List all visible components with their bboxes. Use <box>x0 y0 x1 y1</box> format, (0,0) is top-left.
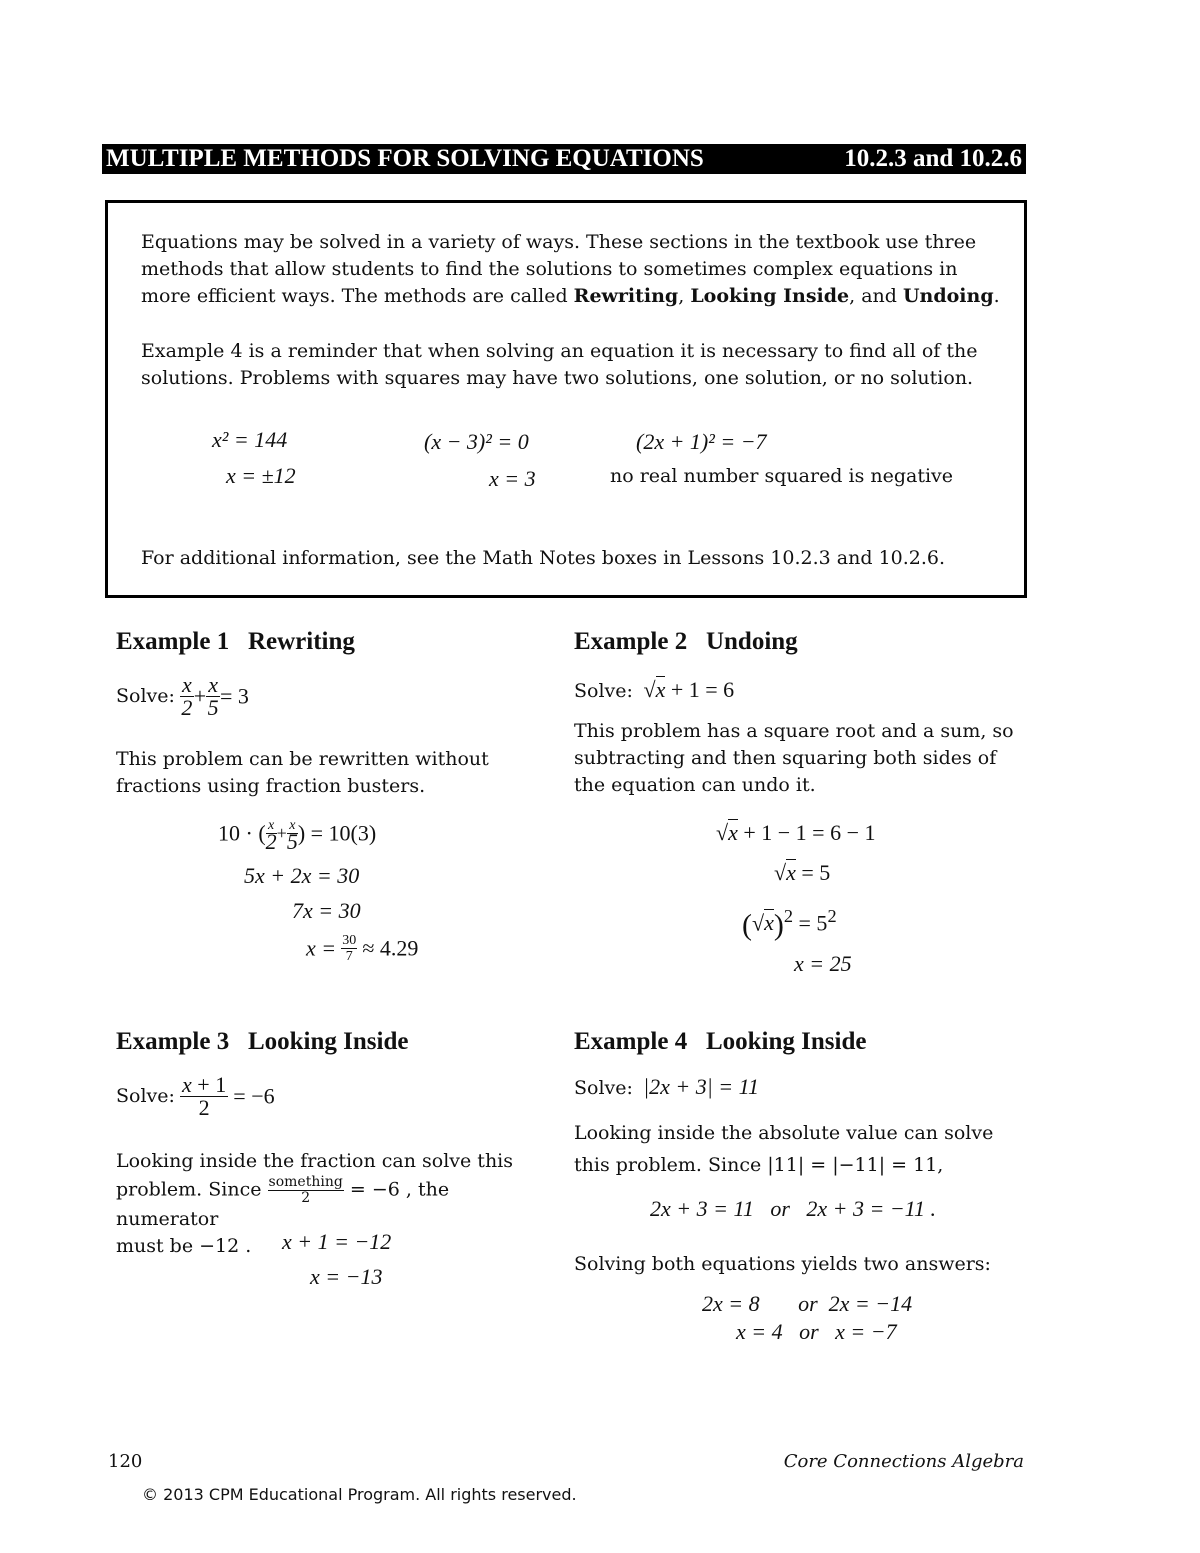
example-2-step-2: √x = 5 <box>774 860 831 885</box>
section-title: MULTIPLE METHODS FOR SOLVING EQUATIONS <box>106 145 704 172</box>
intro-eq2-top: (x − 3)² = 0 <box>424 429 529 454</box>
method-rewriting: Rewriting <box>573 285 679 307</box>
example-2-heading: Example 2 Undoing <box>574 628 798 655</box>
example-3-step-2: x = −13 <box>310 1264 383 1289</box>
example-3-description: Looking inside the fraction can solve this problem. Since $\frac{\text{something}}{2}$ = −6 , the numerator must be −12 . <box>116 1150 514 1257</box>
example-1-problem: Solve: $\frac{x}{2}$ + $\frac{x}{5}$ = 3 <box>116 672 249 720</box>
example-3-heading: Example 3 Looking Inside <box>116 1028 409 1055</box>
method-looking-inside: Looking Inside <box>690 285 850 307</box>
method-undoing: Undoing <box>902 285 994 307</box>
book-title: Core Connections Algebra <box>783 1451 1024 1472</box>
example-4-answers-2: x = 4 or x = −7 <box>736 1319 897 1344</box>
example-4-problem: Solve: |2x + 3| = 11 <box>574 1074 760 1099</box>
section-numbers: 10.2.3 and 10.2.6 <box>844 145 1022 172</box>
intro-eq1-bottom: x = ±12 <box>226 463 296 488</box>
example-4-solving-text: Solving both equations yields two answers: <box>574 1253 991 1275</box>
section-header <box>102 144 1026 174</box>
example-1-step-2: 5x + 2x = 30 <box>244 863 360 888</box>
intro-paragraph-2: Example 4 is a reminder that when solving an equation it is necessary to find all of the solutions. Problems with squares may have two solutions, one solution, or no solution. <box>141 340 978 389</box>
intro-eq1-top: x² = 144 <box>212 427 288 452</box>
example-4-answers-1: 2x = 8 or 2x = −14 <box>702 1291 913 1316</box>
intro-eq3-bottom: no real number squared is negative <box>610 465 954 487</box>
intro-eq3-top: (2x + 1)² = −7 <box>636 429 767 454</box>
example-1-step-4: x = $\frac{30}{7}$ ≈ 4.29 <box>306 933 419 964</box>
intro-eq2-bottom: x = 3 <box>489 466 536 491</box>
page-number: 120 <box>108 1451 143 1472</box>
example-4-cases: 2x + 3 = 11 or 2x + 3 = −11 . <box>650 1196 937 1221</box>
example-2-problem: Solve: √x + 1 = 6 <box>574 677 735 702</box>
example-1-step-1: 10 · ( $\frac{x}{2}$ + $\frac{x}{5}$ ) = 10(3) <box>218 818 377 854</box>
example-2-step-3: $(√x)^2 = 5^2$ <box>742 906 837 942</box>
intro-paragraph-1: Equations may be solved in a variety of ways. These sections in the textbook use three methods that allow students to find the solutions to sometimes complex equations in more efficient ways. The methods are called Rewriting, Looking Inside, and Undoing. <box>141 231 1000 307</box>
example-1-heading: Example 1 Rewriting <box>116 628 355 655</box>
example-4-description: Looking inside the absolute value can solve this problem. Since |11| = |−11| = 11, <box>574 1122 994 1176</box>
example-2-step-4: x = 25 <box>794 951 852 976</box>
something-over-2: $\frac{\text{something}}{2}$ <box>268 1174 343 1206</box>
example-2-step-1: √x + 1 − 1 = 6 − 1 <box>716 820 876 845</box>
copyright-notice: © 2013 CPM Educational Program. All rights reserved. <box>142 1485 577 1504</box>
fraction-x-over-2: $\frac{x}{2}$ <box>181 672 193 720</box>
example-3-problem: Solve: $\frac{x + 1}{2}$ = −6 <box>116 1072 275 1120</box>
example-3-step-1: x + 1 = −12 <box>282 1229 392 1254</box>
example-4-heading: Example 4 Looking Inside <box>574 1028 867 1055</box>
example-1-step-3: 7x = 30 <box>292 898 361 923</box>
example-2-description: This problem has a square root and a sum, so subtracting and then squaring both sides of the equation can undo it. <box>574 720 1014 796</box>
intro-additional-info: For additional information, see the Math Notes boxes in Lessons 10.2.3 and 10.2.6. <box>141 547 946 569</box>
example-1-description: This problem can be rewritten without fractions using fraction busters. <box>116 748 489 797</box>
fraction-x-over-5: $\frac{x}{5}$ <box>207 672 219 720</box>
